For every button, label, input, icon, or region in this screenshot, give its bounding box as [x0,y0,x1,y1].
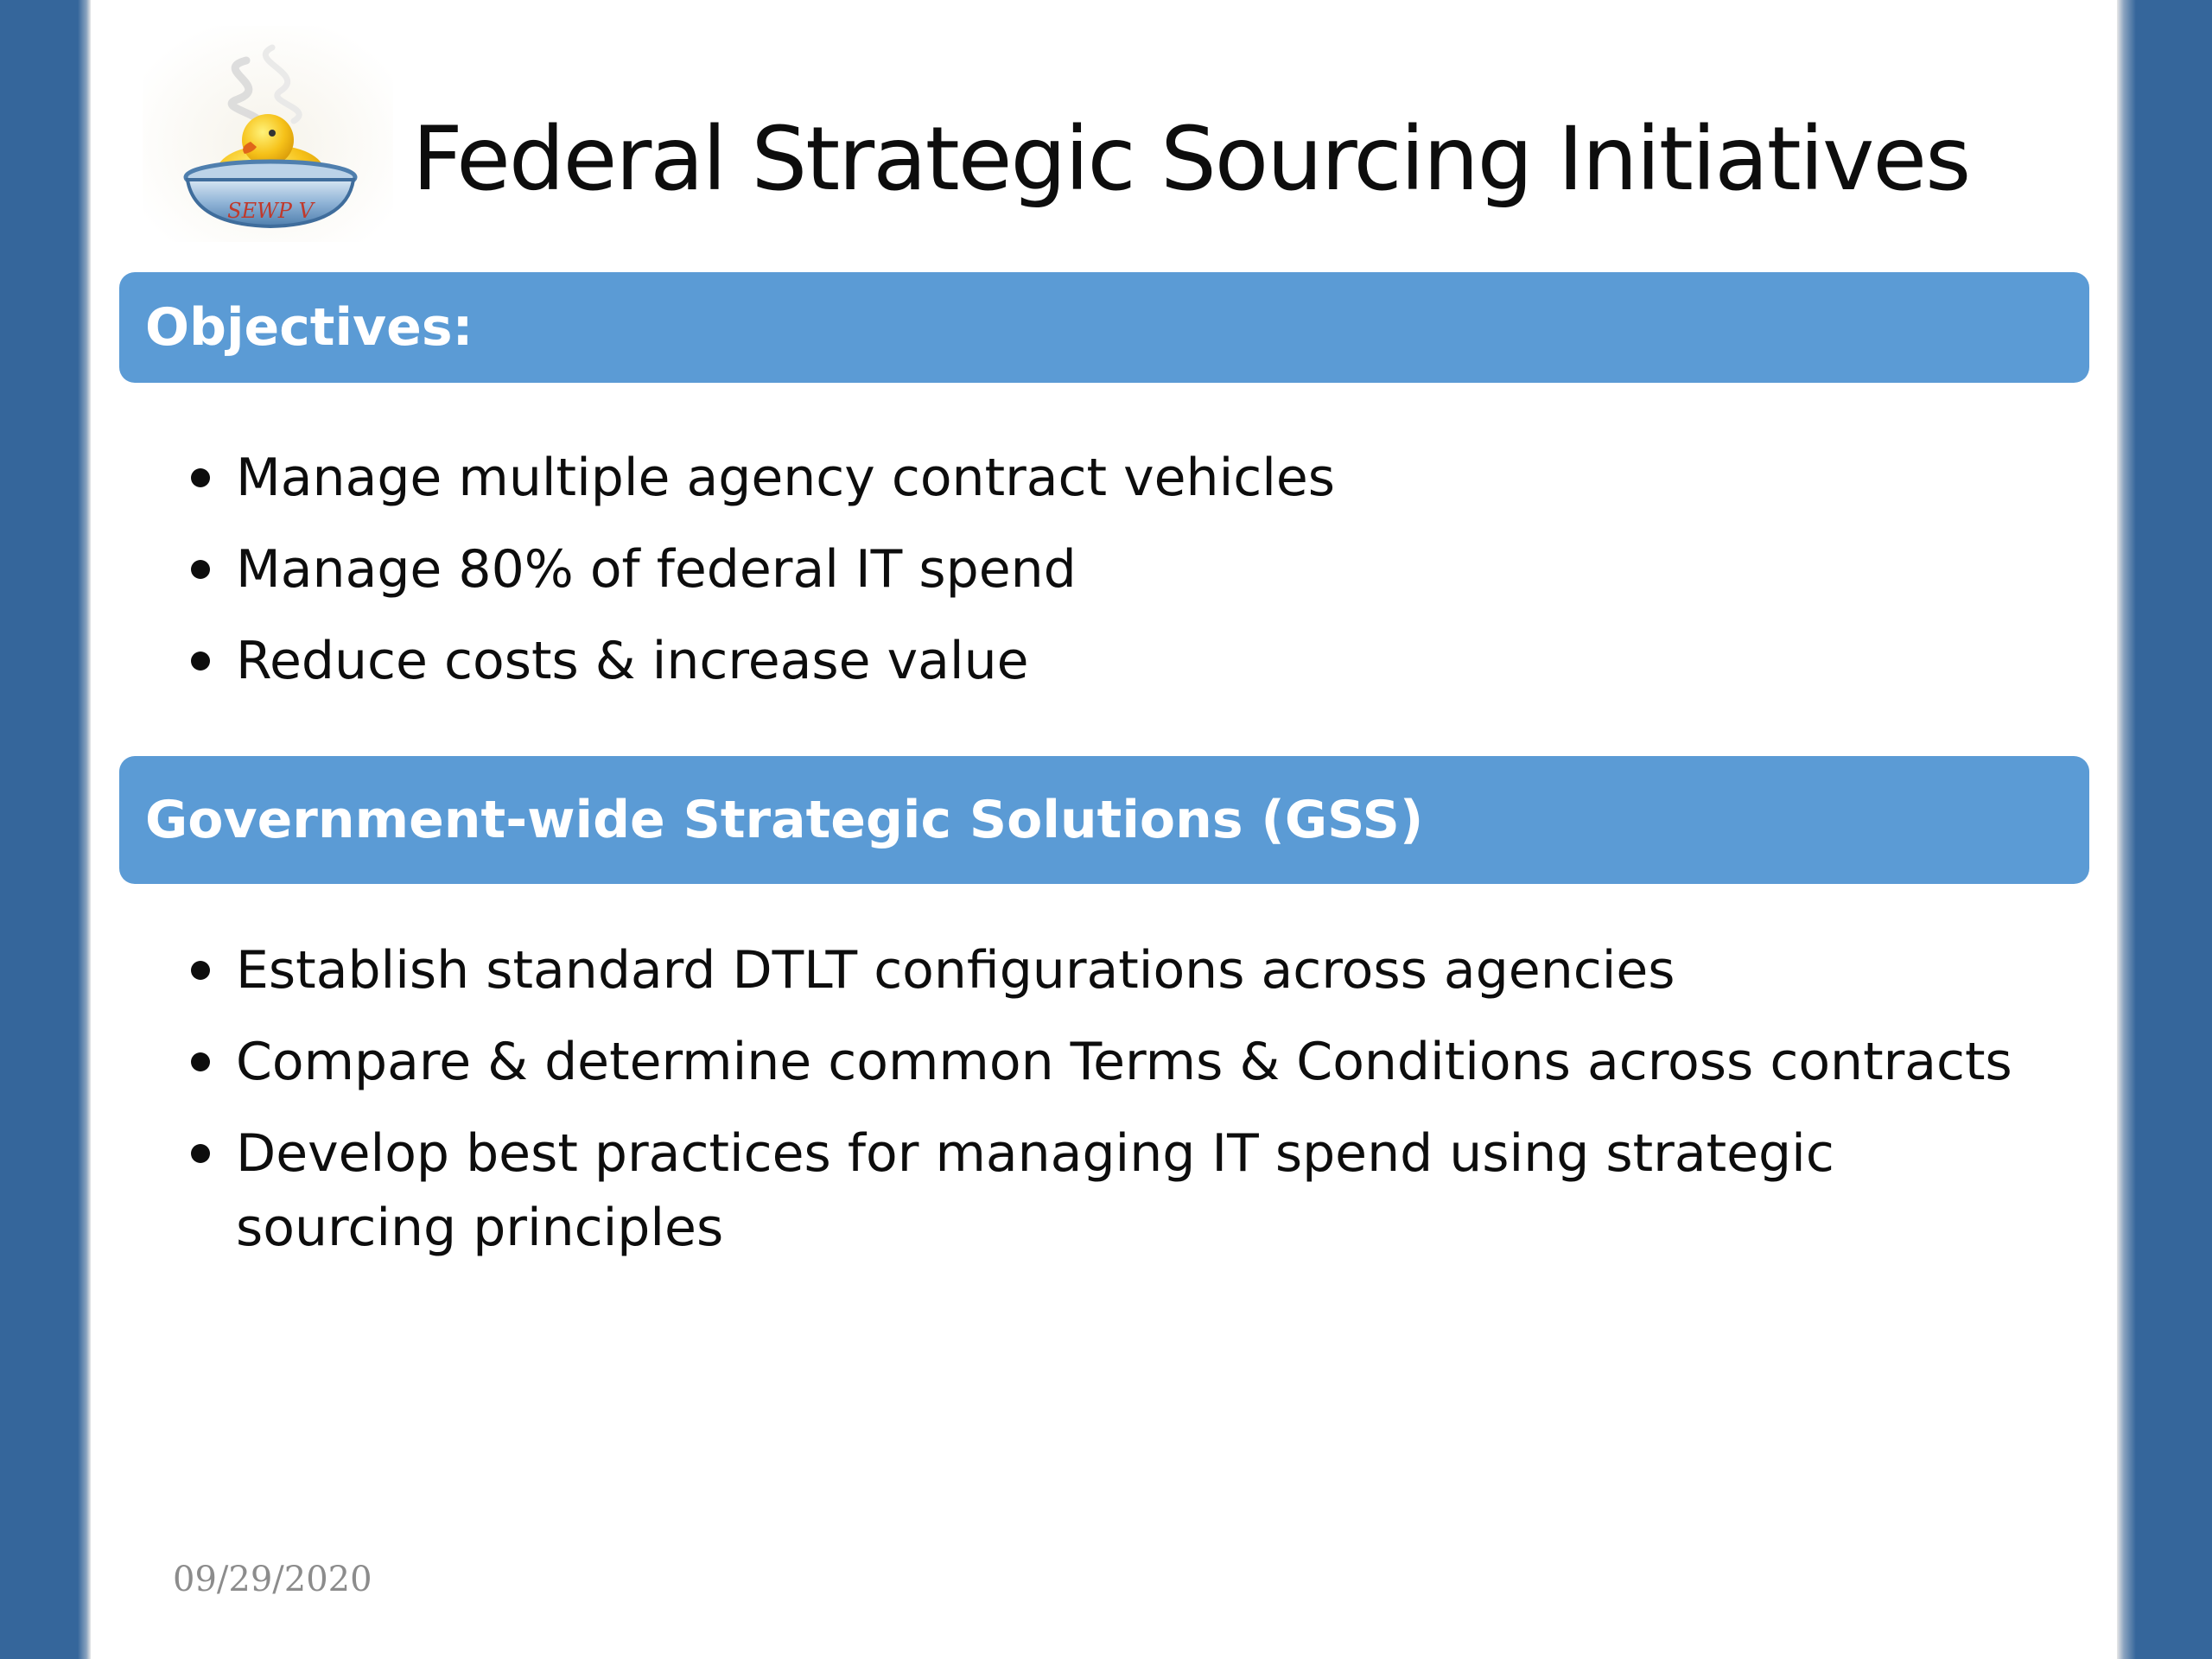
sewp-logo [143,26,393,242]
list-item-text: Compare & determine common Terms & Conditions across contracts [236,1032,2012,1092]
list-item-text: Reduce costs & increase value [236,631,1029,691]
gss-heading: Government-wide Strategic Solutions (GSS) [119,756,2089,884]
list-item [177,532,2035,607]
bullet-icon [191,1144,210,1163]
bullet-icon [191,468,210,487]
right-frame-border [2117,0,2212,1659]
list-item [177,624,2035,698]
list-item-text: Manage multiple agency contract vehicles [236,448,1336,508]
slide [91,0,2117,1659]
bullet-icon [191,1052,210,1071]
list-item [177,1025,2035,1099]
list-item [177,1116,2035,1265]
slide-title: Federal Strategic Sourcing Initiatives [412,108,1970,211]
left-frame-border [0,0,91,1659]
rubber-duck-in-bowl-icon [143,26,393,242]
logo-text: SEWP V [227,199,314,223]
list-item-text: Establish standard DTLT configurations across agencies [236,940,1675,1001]
list-item [177,441,2035,515]
bullet-icon [191,652,210,671]
gss-list [177,933,2035,1282]
list-item [177,933,2035,1007]
list-item-text: Develop best practices for managing IT spend using strategic sourcing principles [236,1123,1834,1258]
list-item-text: Manage 80% of federal IT spend [236,539,1077,600]
objectives-heading: Objectives: [119,272,2089,383]
bullet-icon [191,560,210,579]
objectives-list [177,441,2035,715]
footer-date: 09/29/2020 [173,1560,372,1599]
bullet-icon [191,961,210,980]
